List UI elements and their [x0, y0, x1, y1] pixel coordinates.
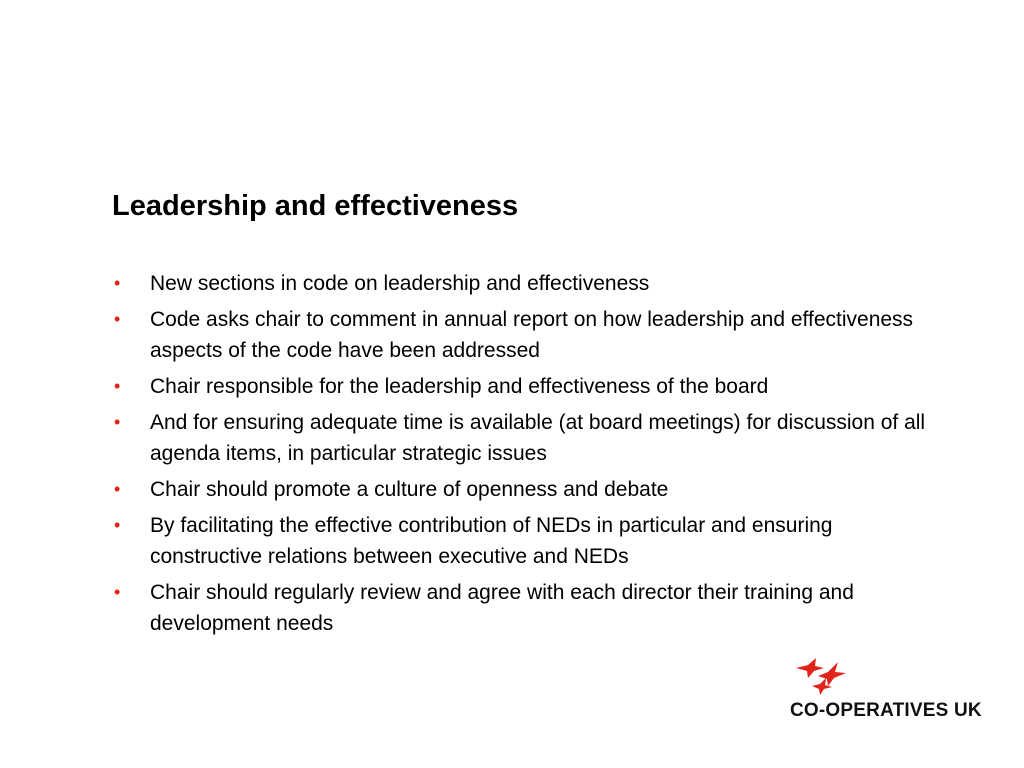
logo-text: CO-OPERATIVES UK: [790, 700, 982, 721]
bullet-icon: •: [114, 412, 121, 432]
bullet-list: [112, 268, 932, 644]
list-item: [112, 407, 932, 469]
bullet-text: By facilitating the effective contribution of NEDs in particular and ensuring constructive relations between executive and NEDs: [150, 514, 833, 568]
bullet-text: New sections in code on leadership and effectiveness: [150, 272, 650, 295]
bullet-icon: •: [114, 376, 121, 396]
slide-title: Leadership and effectiveness: [112, 190, 519, 222]
list-item: [112, 268, 932, 299]
bullet-icon: •: [114, 582, 121, 602]
bullet-text: Chair should regularly review and agree with each director their training and development needs: [150, 581, 854, 635]
list-item: [112, 577, 932, 639]
bullet-text: Code asks chair to comment in annual report on how leadership and effectiveness aspects of the code have been addressed: [150, 308, 914, 362]
bullet-icon: •: [114, 515, 121, 535]
bullet-text: Chair should promote a culture of openness and debate: [150, 478, 669, 501]
list-item: [112, 304, 932, 366]
bullet-text: Chair responsible for the leadership and effectiveness of the board: [150, 375, 769, 398]
birds-icon: [794, 656, 850, 698]
list-item: [112, 510, 932, 572]
co-operatives-uk-logo: [790, 656, 980, 724]
bullet-icon: •: [114, 479, 121, 499]
bullet-icon: •: [114, 309, 121, 329]
bullet-icon: •: [114, 273, 121, 293]
list-item: [112, 474, 932, 505]
list-item: [112, 371, 932, 402]
bullet-text: And for ensuring adequate time is available (at board meetings) for discussion of all agenda items, in particular strategic issues: [150, 411, 926, 465]
